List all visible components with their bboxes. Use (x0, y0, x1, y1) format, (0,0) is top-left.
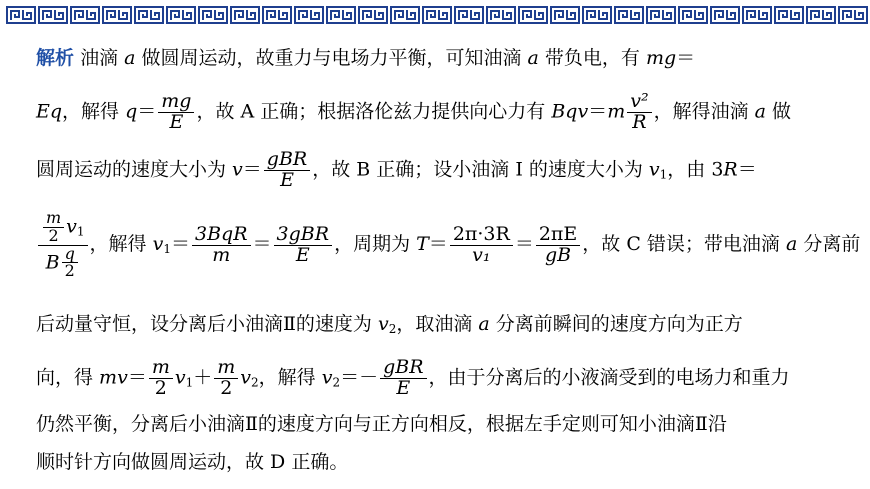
border-tile (454, 6, 484, 24)
subscript: 1 (659, 167, 668, 182)
text: 后动量守恒，设分离后小油滴Ⅱ的速度为 (36, 313, 378, 335)
denominator: E (295, 243, 310, 266)
compound-fraction (38, 210, 88, 280)
border-tile (838, 6, 868, 24)
var: v (152, 233, 164, 256)
denominator: 2 (154, 376, 167, 399)
var: R (723, 158, 738, 181)
fraction (158, 92, 194, 133)
text: ，故 B 正确；设小油滴 I 的速度大小为 (312, 158, 649, 181)
line-4 (36, 210, 860, 280)
fraction (274, 222, 333, 266)
text: ＝ (428, 233, 448, 256)
var: mv (99, 366, 128, 389)
var: mg (645, 47, 677, 69)
border-tile (614, 6, 644, 24)
text: ＝ (737, 158, 757, 181)
numerator: q (62, 246, 78, 264)
fraction (214, 358, 238, 399)
var: a (785, 233, 798, 256)
border-tile (774, 6, 804, 24)
text: ，故 C 错误；带电油滴 (582, 233, 786, 256)
text: ＝ (242, 158, 262, 181)
denominator: m (212, 243, 231, 266)
text: 顺时针方向做圆周运动，故 D 正确。 (36, 451, 349, 473)
var: T (416, 233, 429, 256)
border-tile (358, 6, 388, 24)
fraction (264, 150, 310, 191)
border-tile (198, 6, 228, 24)
numerator: 2πE (536, 225, 580, 246)
text: ＝ (170, 233, 190, 256)
denominator: 2 (64, 261, 75, 281)
border-tile (134, 6, 164, 24)
text: ，取油滴 (396, 313, 479, 335)
text: 做 (765, 100, 791, 123)
numerator: 2π·3R (450, 225, 513, 246)
text: ，解得 (89, 233, 153, 256)
var: m (607, 100, 626, 123)
fraction (380, 358, 426, 399)
fraction (149, 358, 173, 399)
border-tile (518, 6, 548, 24)
numerator (38, 210, 88, 246)
denominator (43, 243, 83, 281)
var: a (754, 100, 766, 123)
border-tile (102, 6, 132, 24)
line-6 (36, 358, 790, 399)
denominator: E (169, 110, 184, 133)
fraction (43, 210, 64, 245)
text: 分离前 (797, 233, 861, 256)
subscript: 2 (388, 322, 397, 336)
denominator: v₁ (472, 243, 491, 266)
border-tile (486, 6, 516, 24)
border-tile (262, 6, 292, 24)
fraction (627, 92, 651, 133)
border-tile (742, 6, 772, 24)
text: ，由于分离后的小液滴受到的电场力和重力 (428, 366, 790, 389)
border-tile (806, 6, 836, 24)
var: q (125, 100, 138, 123)
denominator: E (280, 168, 294, 191)
line-5 (36, 312, 743, 341)
border-tile (550, 6, 580, 24)
denominator: 2 (48, 225, 59, 245)
text: ，周期为 (334, 233, 417, 256)
analysis-label: 解析 (36, 47, 75, 69)
border-tile (38, 6, 68, 24)
var: v (321, 366, 333, 389)
var: v (232, 158, 243, 181)
var: Eq (36, 100, 63, 123)
fraction (450, 222, 513, 266)
var: v (648, 158, 660, 181)
border-tile (70, 6, 100, 24)
text: ＝ (137, 100, 157, 123)
subscript: 1 (76, 224, 85, 239)
text: ，由 3 (667, 158, 724, 181)
var: v (240, 366, 252, 389)
text: ＝－ (340, 366, 379, 389)
numerator: m (214, 358, 238, 379)
text: 圆周运动的速度大小为 (36, 158, 233, 181)
text: ＝ (127, 366, 147, 389)
numerator: mg (158, 92, 194, 113)
border-tile (294, 6, 324, 24)
numerator: 3gBR (274, 225, 333, 246)
text: ＝ (252, 233, 272, 256)
text: ，故 A 正确；根据洛伦兹力提供向心力有 (196, 100, 552, 123)
numerator: gBR (380, 358, 426, 379)
numerator: m (149, 358, 173, 379)
text: ＝ (676, 47, 696, 69)
denominator: 2 (220, 376, 233, 399)
border-tile (646, 6, 676, 24)
border-tile (678, 6, 708, 24)
text: 油滴 (80, 47, 125, 69)
text: 向，得 (36, 366, 100, 389)
var: v (174, 366, 186, 389)
border-tile (166, 6, 196, 24)
fraction (62, 243, 78, 281)
text: ，解得油滴 (653, 100, 755, 123)
subscript: 2 (332, 375, 341, 390)
text: ＝ (588, 100, 608, 123)
fraction (192, 222, 251, 266)
border-tile (326, 6, 356, 24)
text: ＝ (514, 233, 534, 256)
line-1 (36, 46, 695, 70)
var: a (527, 47, 539, 69)
numerator: 3BqR (192, 225, 251, 246)
fraction (536, 222, 580, 266)
numerator: v² (627, 92, 651, 113)
var: B (45, 250, 60, 273)
text: ，解得 (62, 100, 126, 123)
var: a (478, 313, 490, 335)
border-tile (582, 6, 612, 24)
subscript: 1 (163, 242, 171, 257)
line-3 (36, 150, 757, 191)
border-tile (230, 6, 260, 24)
border-tile (422, 6, 452, 24)
var: Bqv (551, 100, 589, 123)
var: v (66, 215, 77, 238)
border-tile (710, 6, 740, 24)
denominator: gB (545, 243, 572, 266)
line-8 (36, 450, 348, 474)
border-tile (390, 6, 420, 24)
numerator: gBR (264, 150, 310, 171)
text: 做圆周运动，故重力与电场力平衡，可知油滴 (135, 47, 528, 69)
var: a (124, 47, 136, 69)
denominator: R (632, 110, 647, 133)
text: 分离前瞬间的速度方向为正方 (489, 313, 743, 335)
text: 带负电，有 (538, 47, 646, 69)
border-tile (6, 6, 36, 24)
text: ，解得 (258, 366, 322, 389)
numerator: m (43, 210, 64, 228)
decorative-border (0, 6, 870, 26)
text: 仍然平衡，分离后小油滴Ⅱ的速度方向与正方向相反，根据左手定则可知小油滴Ⅱ沿 (36, 413, 727, 435)
denominator: E (396, 376, 411, 399)
text: ＋ (193, 366, 213, 389)
line-7 (36, 412, 727, 436)
var: v (377, 313, 389, 335)
subscript: 1 (185, 375, 194, 390)
subscript: 2 (251, 375, 259, 390)
line-2 (36, 92, 791, 133)
